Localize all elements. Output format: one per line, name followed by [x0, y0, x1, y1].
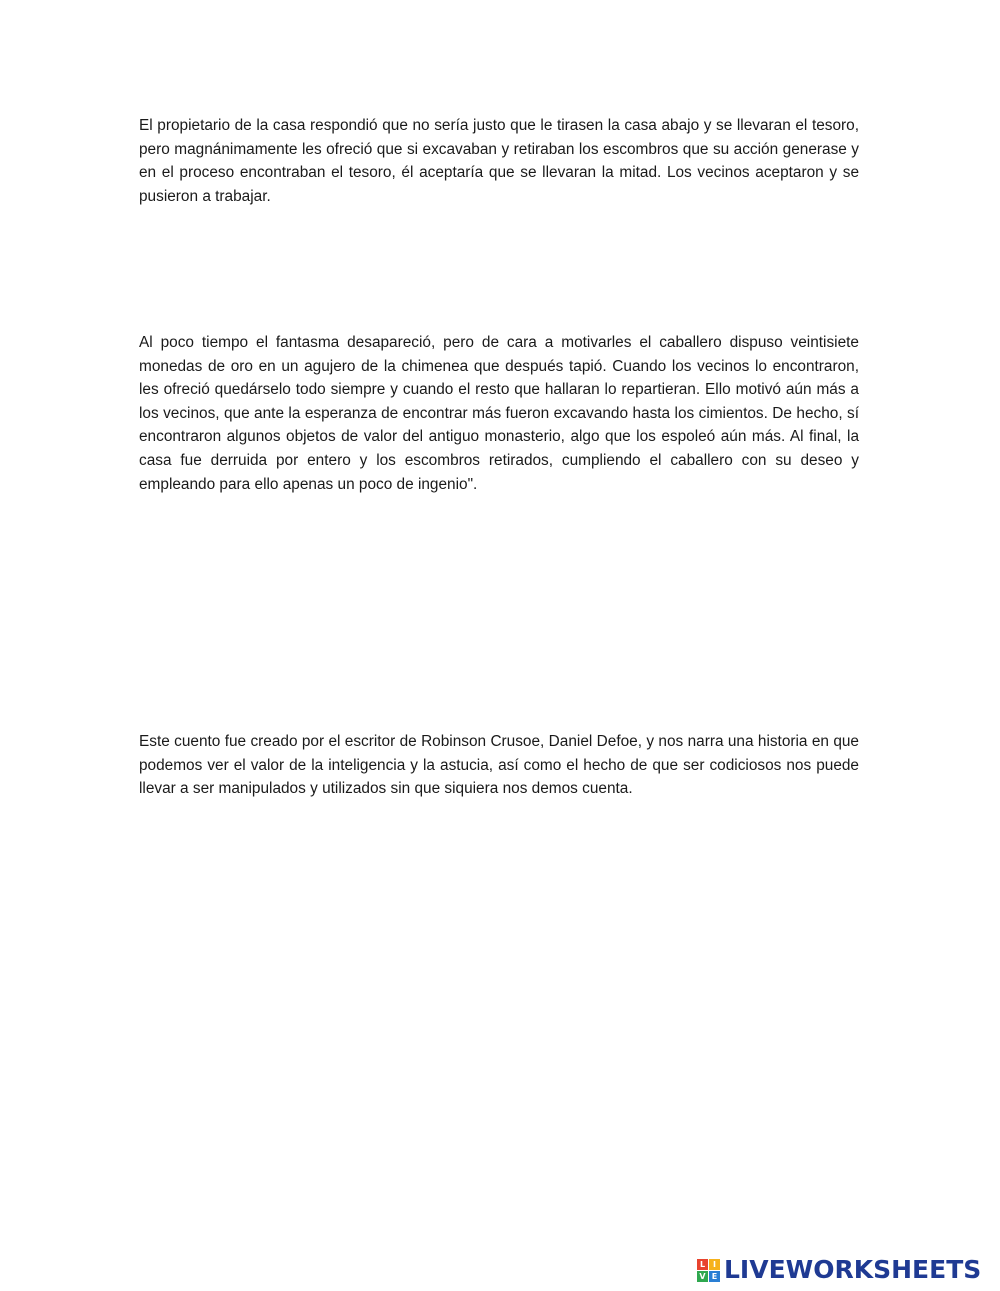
logo-letter-e: E [709, 1271, 720, 1282]
liveworksheets-logo-icon [697, 1259, 720, 1282]
liveworksheets-logo[interactable] [697, 1253, 981, 1287]
logo-letter-i: I [709, 1259, 720, 1270]
logo-letter-v: V [697, 1271, 708, 1282]
liveworksheets-logo-text: LIVEWORKSHEETS [724, 1255, 982, 1284]
paragraph-3: Este cuento fue creado por el escritor de Robinson Crusoe, Daniel Defoe, y nos narra una historia en que podemos ver el valor de la inteligencia y la astucia, así como el hecho de que ser codiciosos nos puede llevar a ser manipulados y utilizados sin que siquiera nos demos cuenta. [139, 733, 859, 798]
paragraph-1: El propietario de la casa respondió que no sería justo que le tirasen la casa abajo y se llevaran el tesoro, pero magnánimamente les ofreció que si excavaban y retiraban los escombros que su acción generase y en el proceso encontraban el tesoro, él aceptaría que se llevaran la mitad. Los vecinos aceptaron y se pusieron a trabajar. [139, 117, 859, 205]
paragraph-2: Al poco tiempo el fantasma desapareció, pero de cara a motivarles el caballero dispuso veintisiete monedas de oro en un agujero de la chimenea que después tapió. Cuando los vecinos lo encontraron, les ofreció quedárselo todo siempre y cuando el resto que hallaran lo repartieran. Ello motivó aún más a los vecinos, que ante la esperanza de encontrar más fueron excavando hasta los cimientos. De hecho, sí encontraron algunos objetos de valor del antiguo monasterio, algo que los espoleó aún más. Al final, la casa fue derruida por entero y los escombros retirados, cumpliendo el caballero con su deseo y empleando para ello apenas un poco de ingenio". [139, 334, 859, 493]
logo-letter-l: L [697, 1259, 708, 1270]
